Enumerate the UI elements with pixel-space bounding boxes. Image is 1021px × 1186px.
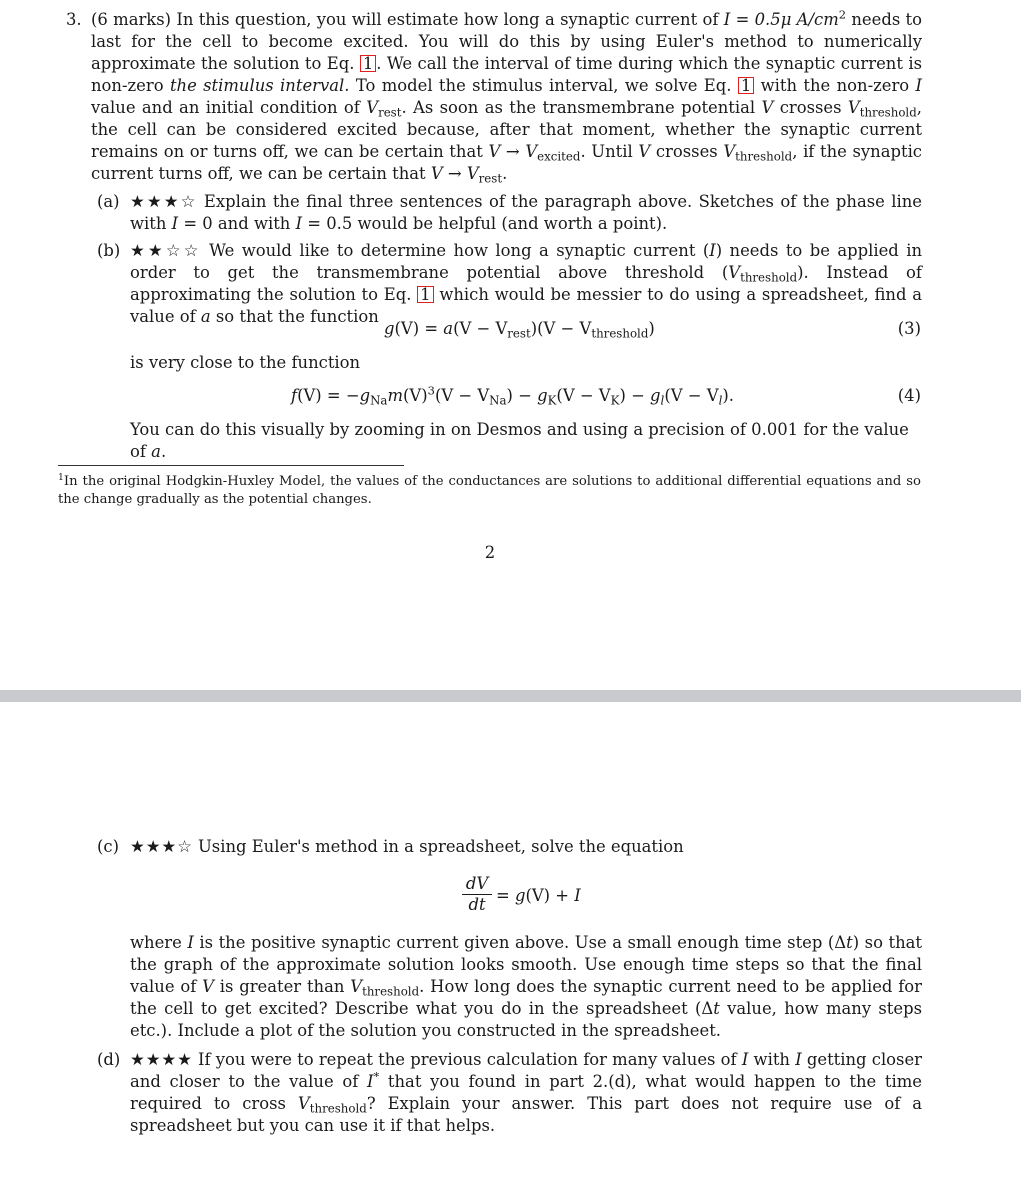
marks: (6 marks) bbox=[91, 10, 172, 29]
equation-link[interactable]: 1 bbox=[360, 55, 376, 72]
part-a-text: ★★★☆ Explain the final three sentences of the paragraph above. Sketches of the phase line with I = 0 and with I = 0.5 would be helpful (and worth a point). bbox=[130, 192, 922, 233]
part-b-label: (b) bbox=[97, 241, 121, 260]
equation-3: $g(V) = a(V - V_{rest})(V - V_{threshold})$ bbox=[384, 319, 655, 341]
part-c-label: (c) bbox=[97, 837, 119, 856]
derivative-fraction: dV dt bbox=[462, 875, 492, 914]
equation-4-number: (4) bbox=[897, 386, 921, 405]
difficulty-stars: ★★★☆ bbox=[130, 837, 193, 856]
equation-link[interactable]: 1 bbox=[417, 286, 433, 303]
page-number: 2 bbox=[484, 543, 496, 562]
difficulty-stars: ★★★★ bbox=[130, 1050, 193, 1069]
part-d-text: ★★★★ If you were to repeat the previous calculation for many values of I with I getting closer and closer to the value of I* that you found in part 2.(d), what would happen to the time required to cross $V_{threshold}$? Explain your answer. This part does not require use of a spreadsheet but you can use it if that helps. bbox=[130, 1050, 923, 1135]
equation-3-number: (3) bbox=[897, 319, 921, 338]
difficulty-stars: ★★★☆ bbox=[130, 192, 198, 211]
equation-link[interactable]: 1 bbox=[738, 77, 754, 94]
part-d-label: (d) bbox=[97, 1050, 121, 1069]
part-c-body: where I is the positive synaptic current given above. Use a small enough time step (Δt) so that the graph of the approximate solution looks smooth. Use enough time steps so that the final value of V is greater than $V_{threshold}$. How long does the synaptic current need to be applied for the cell to get excited? Describe what you do in the spreadsheet (Δt value, how many steps etc.). Include a plot of the solution you constructed in the spreadsheet. bbox=[130, 933, 923, 1040]
footnote-rule bbox=[58, 465, 404, 466]
page-2 bbox=[0, 702, 1021, 1186]
part-b-mid-text: is very close to the function bbox=[130, 353, 361, 372]
equation-4: $f(V) = -g_{Na}m(V)^3(V - V_{Na}) - g_K(V - V_K) - g_l(V - V_l)$. bbox=[291, 383, 734, 408]
page-separator bbox=[0, 690, 1021, 702]
question-number: 3. bbox=[66, 10, 82, 29]
footnote-mark: 1 bbox=[58, 471, 64, 483]
footnote: $^1$In the original Hodgkin-Huxley Model, the values of the conductances are solutions to additional differential equations and so the change gradually as the potential changes. bbox=[58, 471, 921, 507]
part-c-text: ★★★☆ Using Euler's method in a spreadsheet, solve the equation bbox=[130, 837, 684, 856]
part-b-text: ★★☆☆ We would like to determine how long a synaptic current (I) needs to be applied in order to get the transmembrane potential above threshold $(V_{threshold})$. Instead of approximating the solution to Eq. 1 which would be messier to do using a spreadsheet, find a value of a so that the function bbox=[130, 241, 922, 326]
difficulty-stars: ★★☆☆ bbox=[130, 241, 202, 260]
question-intro: (6 marks) In this question, you will estimate how long a synaptic current of I = 0.5μ $A/cm^2$ needs to last for the cell to become excited. You will do this by using Euler's method to numerically approximate the solution to Eq. 1 . We call the interval of time during which the synaptic current is non-zero the stimulus interval. To model the stimulus interval, we solve Eq. 1 with the non-zero I value and an initial condition of $V_{rest}$. As soon as the transmembrane potential V crosses $V_{threshold}$, the cell can be considered excited because, after that moment, whether the synaptic current remains on or turns off, we can be certain that $V \to V_{excited}$. Until V crosses $V_{threshold}$, if the synaptic current turns off, we can be certain that $V \to V_{rest}$. bbox=[91, 7, 923, 186]
part-a-label: (a) bbox=[97, 192, 120, 211]
euler-equation-rhs: = g(V) + I bbox=[496, 886, 581, 905]
part-b-closing: You can do this visually by zooming in on Desmos and using a precision of 0.001 for the value of a. bbox=[130, 420, 909, 461]
